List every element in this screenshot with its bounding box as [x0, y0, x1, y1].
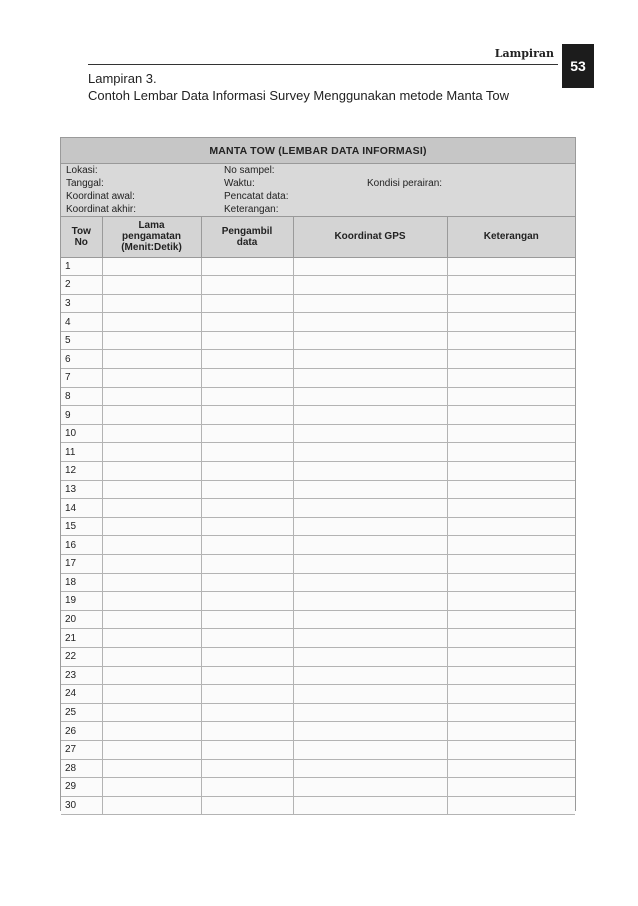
table-row — [61, 647, 575, 666]
row-number: 24 — [61, 685, 102, 704]
empty-cell — [447, 313, 575, 332]
empty-cell — [293, 555, 447, 574]
row-number: 26 — [61, 722, 102, 741]
empty-cell — [102, 276, 201, 295]
row-number: 25 — [61, 703, 102, 722]
empty-cell — [293, 294, 447, 313]
table-row — [61, 592, 575, 611]
empty-cell — [293, 592, 447, 611]
empty-cell — [102, 313, 201, 332]
empty-cell — [201, 517, 293, 536]
empty-cell — [102, 517, 201, 536]
table-row — [61, 350, 575, 369]
caption — [88, 70, 509, 104]
empty-cell — [447, 462, 575, 481]
table-row — [61, 313, 575, 332]
empty-cell — [102, 443, 201, 462]
empty-cell — [447, 647, 575, 666]
empty-cell — [102, 722, 201, 741]
empty-cell — [201, 666, 293, 685]
empty-cell — [201, 740, 293, 759]
tow-table — [61, 217, 575, 815]
empty-cell — [102, 350, 201, 369]
row-number: 11 — [61, 443, 102, 462]
empty-cell — [201, 759, 293, 778]
table-row — [61, 276, 575, 295]
row-number: 16 — [61, 536, 102, 555]
row-number: 20 — [61, 610, 102, 629]
empty-cell — [201, 629, 293, 648]
empty-cell — [201, 499, 293, 518]
empty-cell — [201, 257, 293, 276]
row-number: 23 — [61, 666, 102, 685]
empty-cell — [102, 703, 201, 722]
row-number: 28 — [61, 759, 102, 778]
empty-cell — [447, 517, 575, 536]
col-tow-no-line1: Tow — [71, 225, 91, 237]
empty-cell — [201, 331, 293, 350]
empty-cell — [447, 592, 575, 611]
empty-cell — [201, 796, 293, 815]
empty-cell — [293, 276, 447, 295]
empty-cell — [447, 536, 575, 555]
row-number: 2 — [61, 276, 102, 295]
row-number: 15 — [61, 517, 102, 536]
row-number: 19 — [61, 592, 102, 611]
row-number: 13 — [61, 480, 102, 499]
row-number: 8 — [61, 387, 102, 406]
field-koordinat-awal: Koordinat awal: — [66, 191, 135, 202]
empty-cell — [102, 647, 201, 666]
empty-cell — [293, 350, 447, 369]
empty-cell — [201, 647, 293, 666]
row-number: 12 — [61, 462, 102, 481]
running-header — [88, 44, 558, 65]
table-row — [61, 443, 575, 462]
info-column-middle — [224, 164, 289, 216]
empty-cell — [102, 555, 201, 574]
col-lama-line3: (Menit:Detik) — [121, 242, 182, 254]
row-number: 27 — [61, 740, 102, 759]
table-row — [61, 462, 575, 481]
empty-cell — [102, 629, 201, 648]
row-number: 10 — [61, 424, 102, 443]
empty-cell — [447, 722, 575, 741]
empty-cell — [447, 387, 575, 406]
empty-cell — [102, 406, 201, 425]
empty-cell — [201, 350, 293, 369]
empty-cell — [293, 703, 447, 722]
empty-cell — [293, 499, 447, 518]
empty-cell — [447, 499, 575, 518]
empty-cell — [447, 740, 575, 759]
data-sheet — [60, 137, 576, 811]
row-number: 21 — [61, 629, 102, 648]
table-row — [61, 387, 575, 406]
tow-rows — [61, 257, 575, 815]
table-row — [61, 555, 575, 574]
empty-cell — [447, 666, 575, 685]
empty-cell — [102, 573, 201, 592]
col-lama-line1: Lama — [138, 220, 165, 232]
info-column-left — [66, 164, 136, 216]
info-column-right — [367, 177, 442, 190]
field-no-sampel: No sampel: — [224, 165, 275, 176]
empty-cell — [201, 480, 293, 499]
empty-cell — [293, 369, 447, 388]
empty-cell — [293, 536, 447, 555]
empty-cell — [447, 331, 575, 350]
empty-cell — [447, 573, 575, 592]
row-number: 30 — [61, 796, 102, 815]
empty-cell — [293, 778, 447, 797]
col-tow-no-line2: No — [74, 236, 88, 248]
caption-line-2: Contoh Lembar Data Informasi Survey Menggunakan metode Manta Tow — [88, 88, 510, 103]
empty-cell — [102, 666, 201, 685]
table-row — [61, 759, 575, 778]
empty-cell — [293, 796, 447, 815]
row-number: 6 — [61, 350, 102, 369]
row-number: 14 — [61, 499, 102, 518]
table-row — [61, 722, 575, 741]
field-waktu: Waktu: — [224, 178, 255, 189]
empty-cell — [102, 424, 201, 443]
empty-cell — [447, 257, 575, 276]
empty-cell — [447, 443, 575, 462]
empty-cell — [293, 740, 447, 759]
table-row — [61, 629, 575, 648]
table-row — [61, 703, 575, 722]
caption-line-1: Lampiran 3. — [88, 71, 157, 86]
table-header-row — [61, 217, 575, 257]
empty-cell — [293, 573, 447, 592]
empty-cell — [201, 722, 293, 741]
empty-cell — [201, 294, 293, 313]
empty-cell — [447, 276, 575, 295]
empty-cell — [201, 555, 293, 574]
empty-cell — [102, 685, 201, 704]
table-row — [61, 294, 575, 313]
table-row — [61, 610, 575, 629]
row-number: 22 — [61, 647, 102, 666]
empty-cell — [293, 462, 447, 481]
empty-cell — [447, 480, 575, 499]
field-tanggal: Tanggal: — [66, 178, 104, 189]
row-number: 29 — [61, 778, 102, 797]
empty-cell — [201, 313, 293, 332]
empty-cell — [201, 276, 293, 295]
row-number: 18 — [61, 573, 102, 592]
empty-cell — [102, 778, 201, 797]
empty-cell — [102, 610, 201, 629]
col-keterangan: Keterangan — [447, 217, 575, 257]
empty-cell — [293, 387, 447, 406]
empty-cell — [201, 406, 293, 425]
empty-cell — [102, 796, 201, 815]
empty-cell — [102, 480, 201, 499]
empty-cell — [201, 462, 293, 481]
col-pengambil-line2: data — [236, 236, 258, 248]
col-pengambil-line1: Pengambil — [221, 225, 273, 237]
col-koordinat-gps: Koordinat GPS — [293, 217, 447, 257]
empty-cell — [293, 406, 447, 425]
empty-cell — [293, 331, 447, 350]
empty-cell — [293, 610, 447, 629]
field-pencatat-data: Pencatat data: — [224, 191, 289, 202]
empty-cell — [102, 387, 201, 406]
table-row — [61, 666, 575, 685]
empty-cell — [102, 536, 201, 555]
table-row — [61, 424, 575, 443]
empty-cell — [102, 369, 201, 388]
empty-cell — [201, 369, 293, 388]
empty-cell — [201, 592, 293, 611]
field-kondisi-perairan: Kondisi perairan: — [367, 178, 443, 189]
empty-cell — [293, 647, 447, 666]
page-number: 53 — [562, 44, 594, 88]
empty-cell — [201, 443, 293, 462]
empty-cell — [102, 331, 201, 350]
empty-cell — [293, 480, 447, 499]
empty-cell — [447, 759, 575, 778]
table-row — [61, 573, 575, 592]
field-lokasi: Lokasi: — [66, 165, 98, 176]
row-number: 17 — [61, 555, 102, 574]
empty-cell — [447, 629, 575, 648]
empty-cell — [102, 499, 201, 518]
sheet-title: MANTA TOW (LEMBAR DATA INFORMASI) — [61, 138, 575, 164]
section-title: Lampiran — [494, 47, 554, 60]
empty-cell — [201, 610, 293, 629]
col-lama-pengamatan — [102, 217, 201, 257]
table-row — [61, 331, 575, 350]
empty-cell — [447, 778, 575, 797]
row-number: 9 — [61, 406, 102, 425]
table-row — [61, 257, 575, 276]
table-row — [61, 480, 575, 499]
empty-cell — [201, 685, 293, 704]
empty-cell — [447, 424, 575, 443]
empty-cell — [447, 610, 575, 629]
table-row — [61, 499, 575, 518]
row-number: 3 — [61, 294, 102, 313]
empty-cell — [201, 573, 293, 592]
empty-cell — [293, 685, 447, 704]
col-lama-line2: pengamatan — [122, 231, 181, 243]
empty-cell — [201, 703, 293, 722]
empty-cell — [293, 629, 447, 648]
col-tow-no — [61, 217, 102, 257]
empty-cell — [447, 703, 575, 722]
field-koordinat-akhir: Koordinat akhir: — [66, 204, 137, 215]
empty-cell — [447, 796, 575, 815]
empty-cell — [293, 517, 447, 536]
table-row — [61, 796, 575, 815]
empty-cell — [201, 424, 293, 443]
empty-cell — [102, 740, 201, 759]
table-row — [61, 406, 575, 425]
info-panel — [61, 164, 575, 217]
field-keterangan: Keterangan: — [224, 204, 279, 215]
col-pengambil-data — [201, 217, 293, 257]
row-number: 7 — [61, 369, 102, 388]
empty-cell — [447, 369, 575, 388]
table-row — [61, 517, 575, 536]
empty-cell — [293, 424, 447, 443]
table-row — [61, 369, 575, 388]
empty-cell — [447, 555, 575, 574]
empty-cell — [447, 350, 575, 369]
row-number: 4 — [61, 313, 102, 332]
empty-cell — [102, 592, 201, 611]
empty-cell — [447, 685, 575, 704]
empty-cell — [102, 294, 201, 313]
empty-cell — [201, 387, 293, 406]
empty-cell — [201, 536, 293, 555]
empty-cell — [201, 778, 293, 797]
table-row — [61, 536, 575, 555]
empty-cell — [447, 294, 575, 313]
empty-cell — [102, 759, 201, 778]
table-row — [61, 740, 575, 759]
empty-cell — [102, 462, 201, 481]
empty-cell — [293, 666, 447, 685]
empty-cell — [293, 257, 447, 276]
row-number: 5 — [61, 331, 102, 350]
empty-cell — [293, 722, 447, 741]
empty-cell — [293, 443, 447, 462]
row-number: 1 — [61, 257, 102, 276]
empty-cell — [293, 759, 447, 778]
empty-cell — [102, 257, 201, 276]
table-row — [61, 778, 575, 797]
empty-cell — [293, 313, 447, 332]
table-row — [61, 685, 575, 704]
empty-cell — [447, 406, 575, 425]
